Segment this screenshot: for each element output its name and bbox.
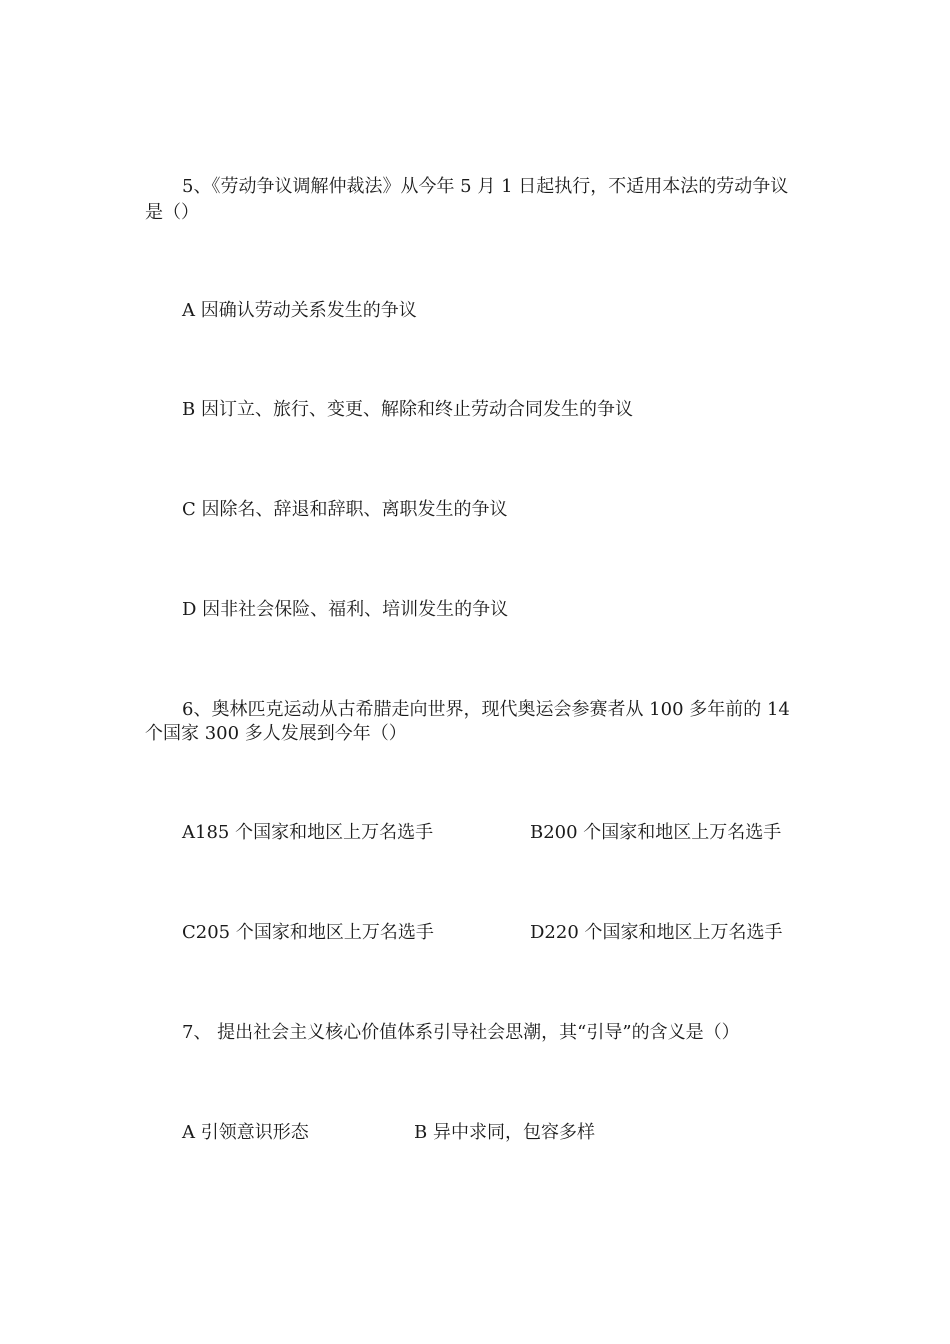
question-5-option-c: C 因除名、辞退和辞职、离职发生的争议 [182, 499, 508, 520]
question-7-option-a: A 引领意识形态 [182, 1122, 309, 1143]
question-5-stem: 5、《劳动争议调解仲裁法》从今年 5 月 1 日起执行，不适用本法的劳动争议 [182, 176, 789, 197]
question-5-stem-continued: 是（） [145, 202, 199, 223]
question-6-option-a: A185 个国家和地区上万名选手 [182, 822, 434, 843]
question-6-option-c: C205 个国家和地区上万名选手 [182, 922, 434, 943]
question-5-option-d: D 因非社会保险、福利、培训发生的争议 [182, 599, 509, 620]
question-7-option-b: B 异中求同，包容多样 [414, 1122, 595, 1143]
question-5-option-a: A 因确认劳动关系发生的争议 [182, 300, 417, 321]
question-6-option-b: B200 个国家和地区上万名选手 [530, 822, 782, 843]
question-6-stem: 6、奥林匹克运动从古希腊走向世界，现代奥运会参赛者从 100 多年前的 14 [182, 699, 790, 720]
question-5-option-b: B 因订立、旅行、变更、解除和终止劳动合同发生的争议 [182, 399, 633, 420]
question-6-stem-continued: 个国家 300 多人发展到今年（） [145, 723, 407, 744]
question-6-option-d: D220 个国家和地区上万名选手 [530, 922, 783, 943]
question-7-stem: 7、 提出社会主义核心价值体系引导社会思潮，其“引导”的含义是（） [182, 1022, 740, 1043]
